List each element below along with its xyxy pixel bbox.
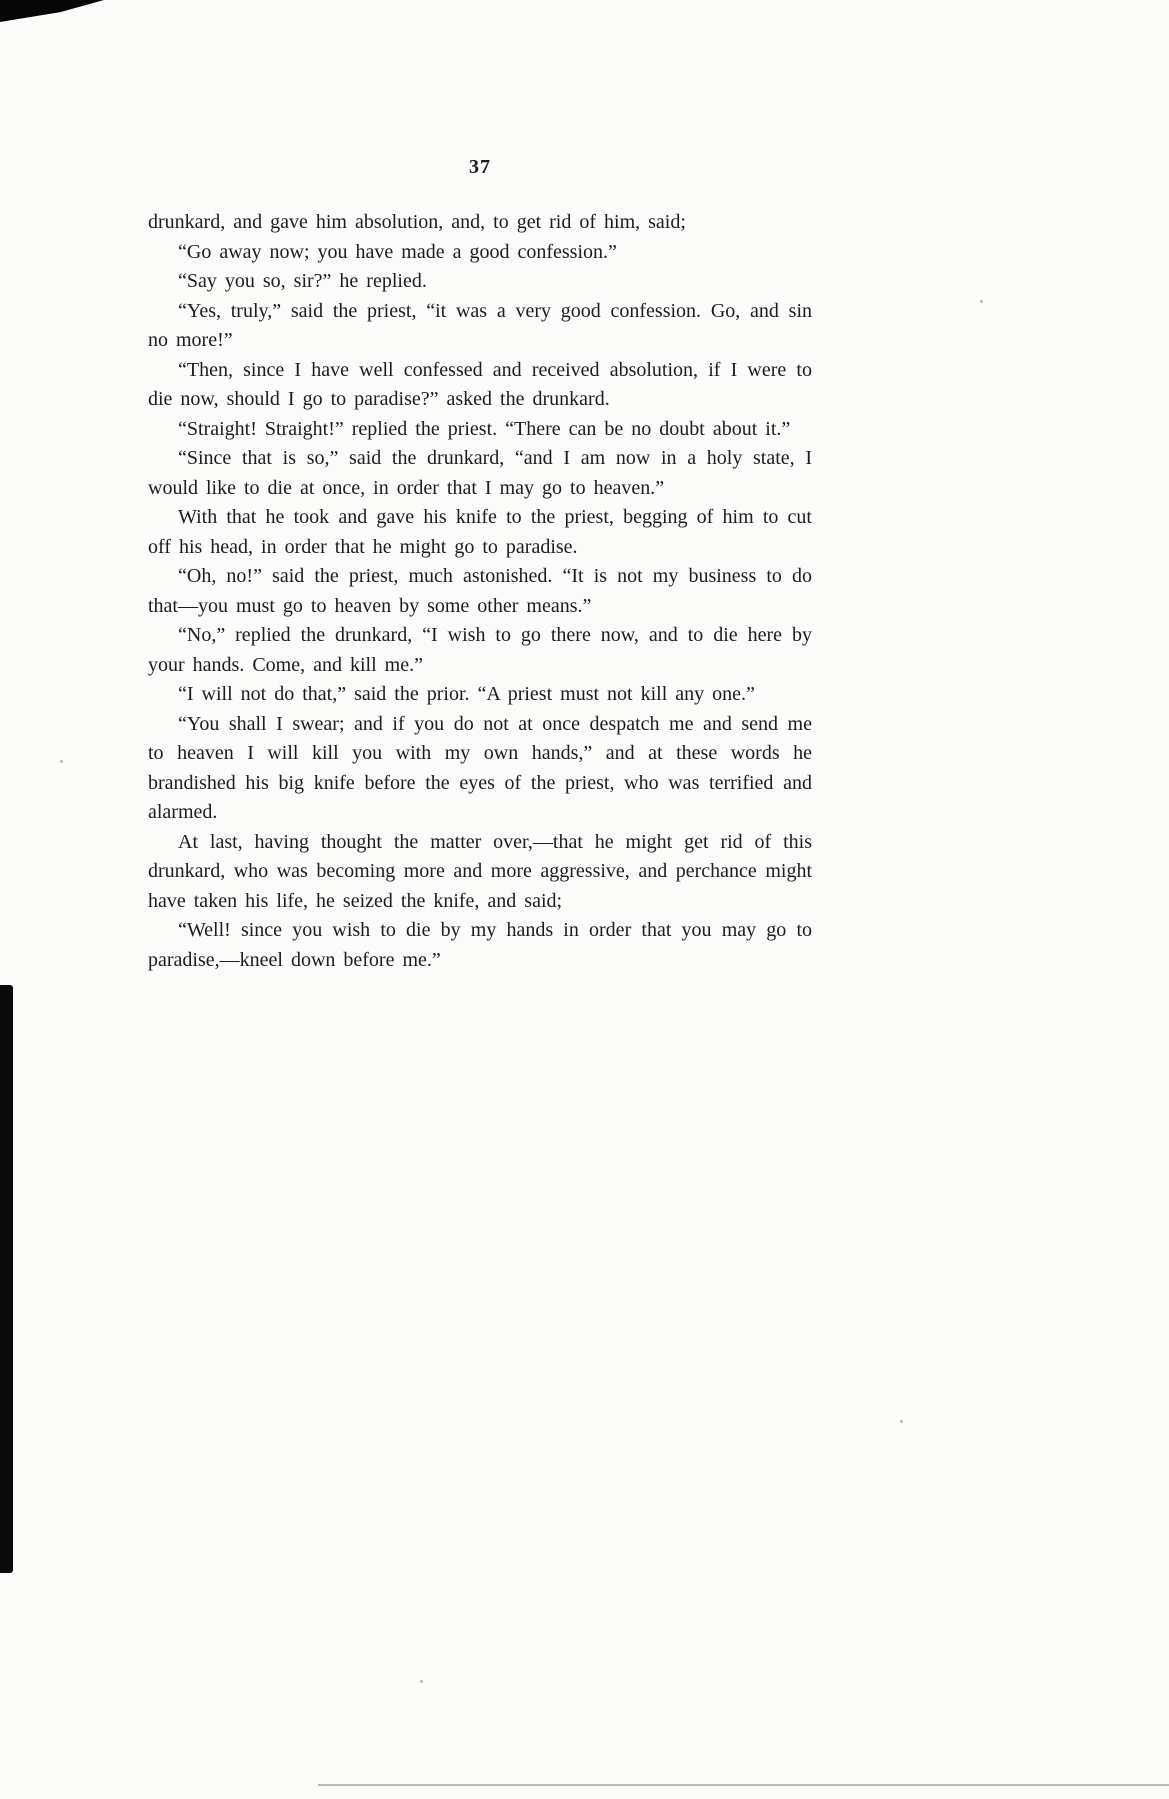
paragraph: “Say you so, sir?” he replied. (178, 270, 427, 292)
paragraph: “Yes, truly,” said the priest, “it was a very good confession. Go, and sin no more!” (148, 299, 812, 351)
scan-speckle (420, 1680, 423, 1683)
paragraph: At last, having thought the matter over,—that he might get rid of this drunkard, who was becoming more and more aggressive, and perchance might have taken his life, he seized the knife, and said; (148, 830, 812, 912)
paragraph: “Then, since I have well confessed and received absolution, if I were to die now, should I go to paradise?” asked the drunkard. (148, 358, 812, 410)
scan-speckle (900, 1420, 903, 1423)
scan-bottom-line (318, 1784, 1169, 1786)
paragraph: “Oh, no!” said the priest, much astonished. “It is not my business to do that—you must go to heaven by some other means.” (148, 565, 812, 617)
scan-speckle (60, 760, 63, 763)
paragraph: “Since that is so,” said the drunkard, “and I am now in a holy state, I would like to die at once, in order that I may go to heaven.” (148, 447, 812, 499)
scan-binding-bar (0, 985, 13, 1573)
paragraph: “I will not do that,” said the prior. “A priest must not kill any one.” (178, 683, 755, 705)
paragraph: “Well! since you wish to die by my hands in order that you may go to paradise,—kneel down before me.” (148, 919, 812, 971)
paragraph: With that he took and gave his knife to the priest, begging of him to cut off his head, in order that he might go to paradise. (148, 506, 812, 558)
scan-speckle (980, 300, 983, 303)
paragraph: “No,” replied the drunkard, “I wish to go there now, and to die here by your hands. Come, and kill me.” (148, 624, 812, 676)
page-number: 37 (469, 156, 491, 178)
paragraph: “Straight! Straight!” replied the priest. “There can be no doubt about it.” (178, 417, 791, 440)
page-text (148, 208, 812, 975)
paragraph: drunkard, and gave him absolution, and, to get rid of him, said; (148, 211, 686, 233)
paragraph: “Go away now; you have made a good confession.” (178, 240, 617, 263)
scan-corner-mark (0, 0, 104, 22)
paragraph: “You shall I swear; and if you do not at once despatch me and send me to heaven I will kill you with my own hands,” and at these words he brandished his big knife before the eyes of the priest, who was terrified and alarmed. (148, 712, 812, 823)
